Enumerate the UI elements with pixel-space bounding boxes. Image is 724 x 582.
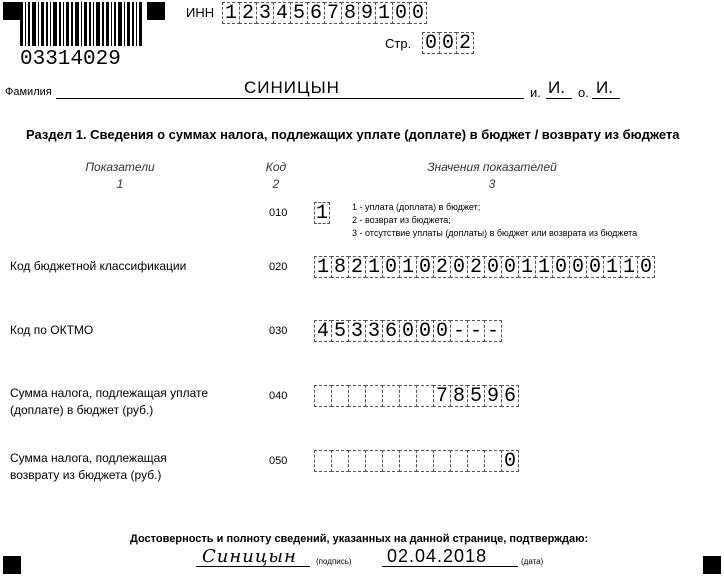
form-cell[interactable]: [399, 385, 417, 407]
row-020-code: 020: [269, 261, 288, 273]
column-header-code-num: 2: [272, 177, 280, 191]
form-cell[interactable]: 8: [331, 256, 349, 278]
form-cell[interactable]: -: [467, 320, 485, 342]
surname-value: СИНИЦЫН: [244, 78, 340, 97]
form-cell[interactable]: [331, 450, 349, 472]
form-cell[interactable]: 0: [433, 320, 451, 342]
form-cell[interactable]: 2: [433, 256, 451, 278]
form-cell[interactable]: [416, 385, 434, 407]
barcode-number: 03314029: [20, 48, 121, 71]
form-cell[interactable]: 0: [416, 256, 434, 278]
form-cell[interactable]: 0: [552, 256, 570, 278]
patronymic-line: [592, 98, 620, 99]
form-cell[interactable]: 0: [409, 2, 427, 24]
row-050-cells: [314, 450, 518, 472]
row-050-label-line-2: возврату из бюджета (руб.): [10, 468, 162, 482]
corner-marker-top-left: [3, 2, 21, 20]
row-030-code: 030: [269, 325, 288, 337]
form-cell[interactable]: 9: [358, 2, 376, 24]
form-cell[interactable]: [314, 385, 332, 407]
form-cell[interactable]: [416, 450, 434, 472]
row-020-label: Код бюджетной классификации: [10, 259, 187, 273]
form-cell[interactable]: 1: [620, 256, 638, 278]
form-cell[interactable]: 8: [450, 385, 468, 407]
form-cell[interactable]: [382, 385, 400, 407]
form-cell[interactable]: 1: [399, 256, 417, 278]
row-040-cells: [314, 385, 518, 407]
inn-label: ИНН: [186, 5, 215, 20]
inn-cells: [222, 2, 426, 24]
form-cell[interactable]: 6: [382, 320, 400, 342]
form-cell[interactable]: 6: [501, 385, 519, 407]
form-cell[interactable]: -: [484, 320, 502, 342]
form-cell[interactable]: [382, 450, 400, 472]
column-header-indicators-num: 1: [116, 177, 124, 191]
form-cell[interactable]: [348, 450, 366, 472]
form-cell[interactable]: [365, 450, 383, 472]
confirmation-text: Достоверность и полноту сведений, указанных на данной странице, подтверждаю:: [130, 533, 589, 545]
name-initial: И.: [548, 78, 565, 97]
row-010-option-1: 1 - уплата (доплата) в бюджет;: [352, 202, 481, 212]
column-header-values: Значения показателей: [427, 160, 557, 174]
form-cell[interactable]: 7: [324, 2, 342, 24]
row-040-label-line-1: Сумма налога, подлежащая уплате: [10, 386, 209, 400]
signature-value: Синицын: [202, 546, 297, 567]
form-cell[interactable]: 5: [290, 2, 308, 24]
form-cell[interactable]: 1: [222, 2, 240, 24]
form-cell[interactable]: [467, 450, 485, 472]
form-cell[interactable]: 1: [603, 256, 621, 278]
column-header-indicators: Показатели: [85, 160, 155, 174]
form-cell[interactable]: 0: [501, 450, 519, 472]
form-cell[interactable]: 0: [569, 256, 587, 278]
date-value: 02.04.2018: [387, 546, 488, 566]
form-cell[interactable]: 1: [365, 256, 383, 278]
row-010-code: 010: [269, 207, 288, 219]
form-cell[interactable]: 6: [307, 2, 325, 24]
form-cell[interactable]: 1: [314, 256, 332, 278]
form-cell[interactable]: 0: [416, 320, 434, 342]
column-header-code: Код: [265, 160, 287, 174]
form-cell[interactable]: 8: [341, 2, 359, 24]
form-cell[interactable]: 2: [467, 256, 485, 278]
name-label: и.: [530, 85, 541, 100]
corner-marker-bottom-right: [703, 556, 721, 574]
form-cell[interactable]: 3: [348, 320, 366, 342]
surname-line: [56, 98, 524, 99]
form-cell[interactable]: 4: [273, 2, 291, 24]
name-line: [546, 98, 572, 99]
surname-label: Фамилия: [5, 86, 52, 98]
form-cell[interactable]: 2: [239, 2, 257, 24]
form-cell[interactable]: 0: [392, 2, 410, 24]
form-cell[interactable]: 2: [456, 32, 474, 54]
corner-marker-top-right: [147, 2, 165, 20]
corner-marker-bottom-left: [3, 556, 21, 574]
form-cell[interactable]: 7: [433, 385, 451, 407]
patronymic-initial: И.: [596, 78, 613, 97]
form-cell[interactable]: [484, 450, 502, 472]
form-cell[interactable]: 2: [348, 256, 366, 278]
form-cell[interactable]: 3: [256, 2, 274, 24]
form-cell[interactable]: 0: [637, 256, 655, 278]
row-050-label-line-1: Сумма налога, подлежащая: [10, 451, 167, 465]
form-cell[interactable]: 5: [331, 320, 349, 342]
row-050-code: 050: [269, 455, 288, 467]
row-040-code: 040: [269, 390, 288, 402]
form-cell[interactable]: 0: [484, 256, 502, 278]
form-cell[interactable]: 1: [535, 256, 553, 278]
form-cell[interactable]: 9: [484, 385, 502, 407]
form-cell[interactable]: [348, 385, 366, 407]
page-label: Стр.: [385, 36, 412, 51]
row-030-cells: [314, 320, 501, 342]
form-cell[interactable]: 0: [439, 32, 457, 54]
form-cell[interactable]: 5: [467, 385, 485, 407]
date-label: (дата): [521, 557, 544, 566]
form-cell[interactable]: 0: [399, 320, 417, 342]
section-title: Раздел 1. Сведения о суммах налога, подлежащих уплате (доплате) в бюджет / возврату из бюджета: [26, 127, 680, 142]
barcode-image: [20, 2, 142, 46]
form-cell[interactable]: 4: [314, 320, 332, 342]
row-030-label: Код по ОКТМО: [10, 323, 94, 337]
patronymic-label: о.: [578, 85, 589, 100]
form-cell[interactable]: 3: [365, 320, 383, 342]
row-010-cells: [314, 202, 329, 224]
page-cells: [422, 32, 473, 54]
form-cell[interactable]: 0: [422, 32, 440, 54]
form-cell[interactable]: 1: [518, 256, 536, 278]
form-cell[interactable]: 0: [450, 256, 468, 278]
form-cell[interactable]: 0: [501, 256, 519, 278]
row-010-option-2: 2 - возврат из бюджета;: [352, 215, 451, 225]
form-cell[interactable]: [314, 450, 332, 472]
form-cell[interactable]: 1: [315, 201, 328, 225]
form-cell[interactable]: [399, 450, 417, 472]
form-cell[interactable]: [433, 450, 451, 472]
form-cell[interactable]: 0: [382, 256, 400, 278]
form-cell[interactable]: [450, 450, 468, 472]
column-header-values-num: 3: [488, 177, 496, 191]
row-040-label-line-2: (доплате) в бюджет (руб.): [10, 403, 154, 417]
row-020-cells: [314, 256, 654, 278]
form-cell[interactable]: -: [450, 320, 468, 342]
form-cell[interactable]: [331, 385, 349, 407]
form-cell[interactable]: [365, 385, 383, 407]
form-cell[interactable]: 0: [586, 256, 604, 278]
signature-label: (подпись): [316, 557, 352, 566]
form-cell[interactable]: 1: [375, 2, 393, 24]
row-010-option-3: 3 - отсутствие уплаты (доплаты) в бюджет или возврата из бюджета: [352, 228, 638, 238]
